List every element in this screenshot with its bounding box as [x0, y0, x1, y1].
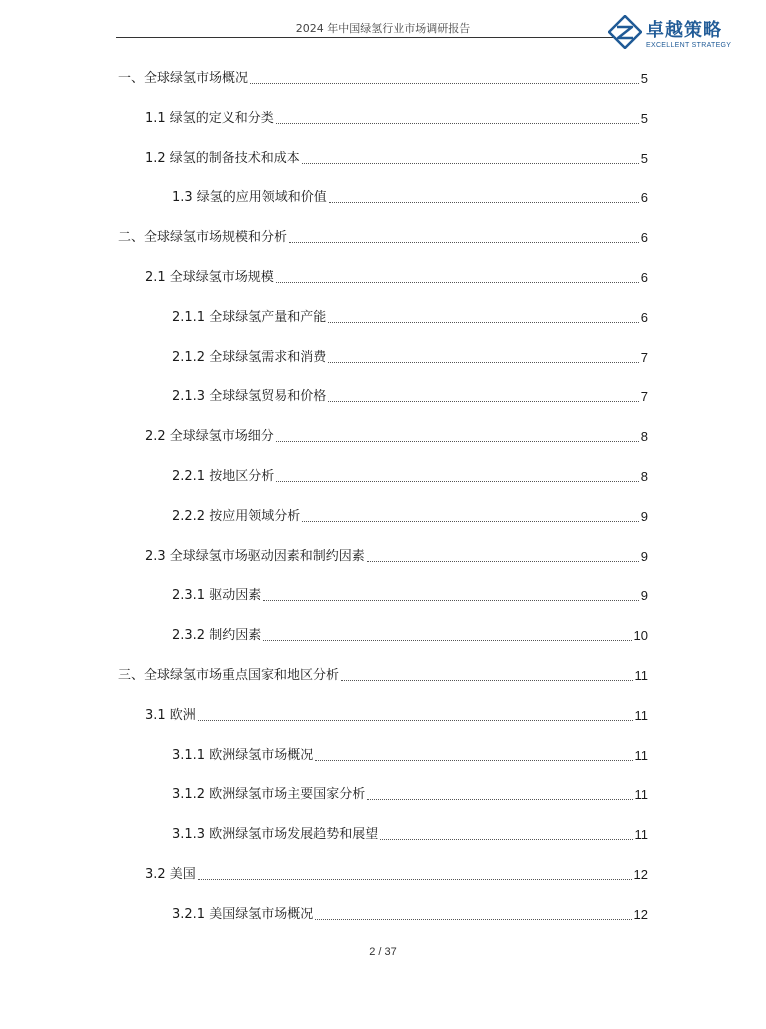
toc-entry[interactable] [118, 227, 648, 247]
toc-dot-leader [198, 720, 633, 721]
toc-entry-title: 2.2.2 按应用领域分析 [172, 508, 301, 524]
toc-entry-title: 三、全球绿氢市场重点国家和地区分析 [118, 668, 340, 683]
toc-entry-page: 9 [640, 588, 648, 604]
toc-entry[interactable] [172, 386, 648, 406]
toc-dot-leader [315, 760, 632, 761]
page-number: 2 / 37 [369, 946, 397, 958]
toc-entry-page: 11 [634, 707, 648, 723]
toc-entry[interactable] [145, 546, 648, 566]
toc-dot-leader [276, 441, 639, 442]
toc-entry-title: 3.1 欧洲 [145, 707, 196, 723]
toc-dot-leader [289, 242, 639, 243]
logo-diamond-icon [608, 15, 642, 49]
toc-dot-leader [276, 282, 639, 283]
toc-entry-title: 1.3 绿氢的应用领域和价值 [172, 190, 327, 206]
logo-english-name: EXCELLENT STRATEGY [646, 42, 732, 49]
toc-dot-leader [367, 561, 639, 562]
toc-entry-title: 2.3.2 制约因素 [172, 628, 262, 644]
toc-dot-leader [367, 799, 632, 800]
toc-entry-title: 3.1.2 欧洲绿氢市场主要国家分析 [172, 787, 366, 803]
toc-dot-leader [198, 879, 632, 880]
toc-entry[interactable] [118, 665, 648, 685]
toc-dot-leader [263, 600, 639, 601]
toc-entry-title: 2.3.1 驱动因素 [172, 588, 262, 604]
toc-entry-title: 2.2.1 按地区分析 [172, 469, 275, 484]
toc-entry[interactable] [118, 68, 648, 88]
toc-entry[interactable] [172, 466, 648, 486]
toc-dot-leader [329, 202, 639, 203]
report-title: 2024 年中国绿氢行业市场调研报告 [295, 22, 471, 35]
toc-entry-page: 10 [633, 628, 648, 644]
header-divider [116, 37, 616, 38]
toc-entry-page: 8 [640, 469, 648, 484]
toc-entry-page: 11 [634, 827, 648, 843]
toc-entry-page: 7 [640, 389, 648, 405]
toc-dot-leader [263, 640, 631, 641]
toc-entry-title: 3.1.3 欧洲绿氢市场发展趋势和展望 [172, 827, 379, 843]
toc-entry[interactable] [145, 864, 648, 884]
toc-entry[interactable] [172, 784, 648, 804]
toc-entry-page: 12 [633, 906, 648, 922]
toc-entry-page: 6 [640, 309, 648, 325]
toc-entry-title: 二、全球绿氢市场规模和分析 [118, 230, 288, 246]
toc-entry-title: 2.1.1 全球绿氢产量和产能 [172, 309, 327, 325]
logo-chinese-name: 卓越策略 [646, 20, 722, 41]
toc-entry[interactable] [172, 745, 648, 765]
toc-entry-title: 2.1.3 全球绿氢贸易和价格 [172, 389, 327, 405]
toc-entry-page: 6 [640, 190, 648, 206]
toc-entry-page: 5 [640, 110, 648, 126]
toc-dot-leader [328, 362, 639, 363]
toc-entry[interactable] [145, 108, 648, 128]
toc-entry[interactable] [145, 267, 648, 287]
toc-entry[interactable] [172, 904, 648, 924]
toc-entry[interactable] [172, 187, 648, 207]
toc-entry[interactable] [172, 347, 648, 367]
toc-entry[interactable] [145, 426, 648, 446]
toc-entry-title: 1.1 绿氢的定义和分类 [145, 110, 274, 126]
toc-entry-page: 6 [640, 230, 648, 246]
toc-entry-page: 8 [640, 429, 648, 445]
toc-entry-title: 2.3 全球绿氢市场驱动因素和制约因素 [145, 548, 365, 564]
toc-entry-page: 11 [634, 747, 648, 763]
toc-entry[interactable] [172, 585, 648, 605]
toc-entry[interactable] [172, 506, 648, 526]
toc-entry[interactable] [172, 625, 648, 645]
toc-entry-page: 6 [640, 270, 648, 285]
toc-dot-leader [276, 481, 639, 482]
toc-entry[interactable] [145, 705, 648, 725]
toc-dot-leader [302, 163, 639, 164]
toc-dot-leader [302, 521, 639, 522]
toc-entry-page: 5 [640, 150, 648, 166]
toc-dot-leader [250, 83, 639, 84]
toc-entry[interactable] [145, 148, 648, 168]
toc-dot-leader [328, 401, 639, 402]
toc-entry-title: 2.1.2 全球绿氢需求和消费 [172, 349, 327, 365]
toc-dot-leader [341, 680, 632, 681]
toc-entry-page: 7 [640, 349, 648, 365]
toc-entry-title: 1.2 绿氢的制备技术和成本 [145, 150, 300, 166]
toc-entry-title: 3.2 美国 [145, 867, 196, 882]
toc-entry[interactable] [172, 307, 648, 327]
toc-dot-leader [328, 322, 639, 323]
toc-dot-leader [315, 919, 631, 920]
toc-entry-page: 11 [634, 787, 648, 803]
toc-entry-page: 5 [640, 71, 648, 86]
toc-entry-title: 3.1.1 欧洲绿氢市场概况 [172, 747, 314, 763]
toc-entry-title: 3.2.1 美国绿氢市场概况 [172, 906, 314, 922]
toc-entry-page: 9 [640, 548, 648, 564]
toc-entry-title: 一、全球绿氢市场概况 [118, 71, 249, 86]
toc-entry-title: 2.1 全球绿氢市场规模 [145, 270, 274, 285]
toc-entry[interactable] [172, 824, 648, 844]
toc-entry-title: 2.2 全球绿氢市场细分 [145, 429, 274, 445]
company-logo [608, 15, 738, 55]
toc-entry-page: 9 [640, 508, 648, 524]
toc-dot-leader [380, 839, 632, 840]
toc-entry-page: 11 [634, 668, 648, 683]
toc-dot-leader [276, 123, 639, 124]
toc-entry-page: 12 [633, 867, 648, 882]
